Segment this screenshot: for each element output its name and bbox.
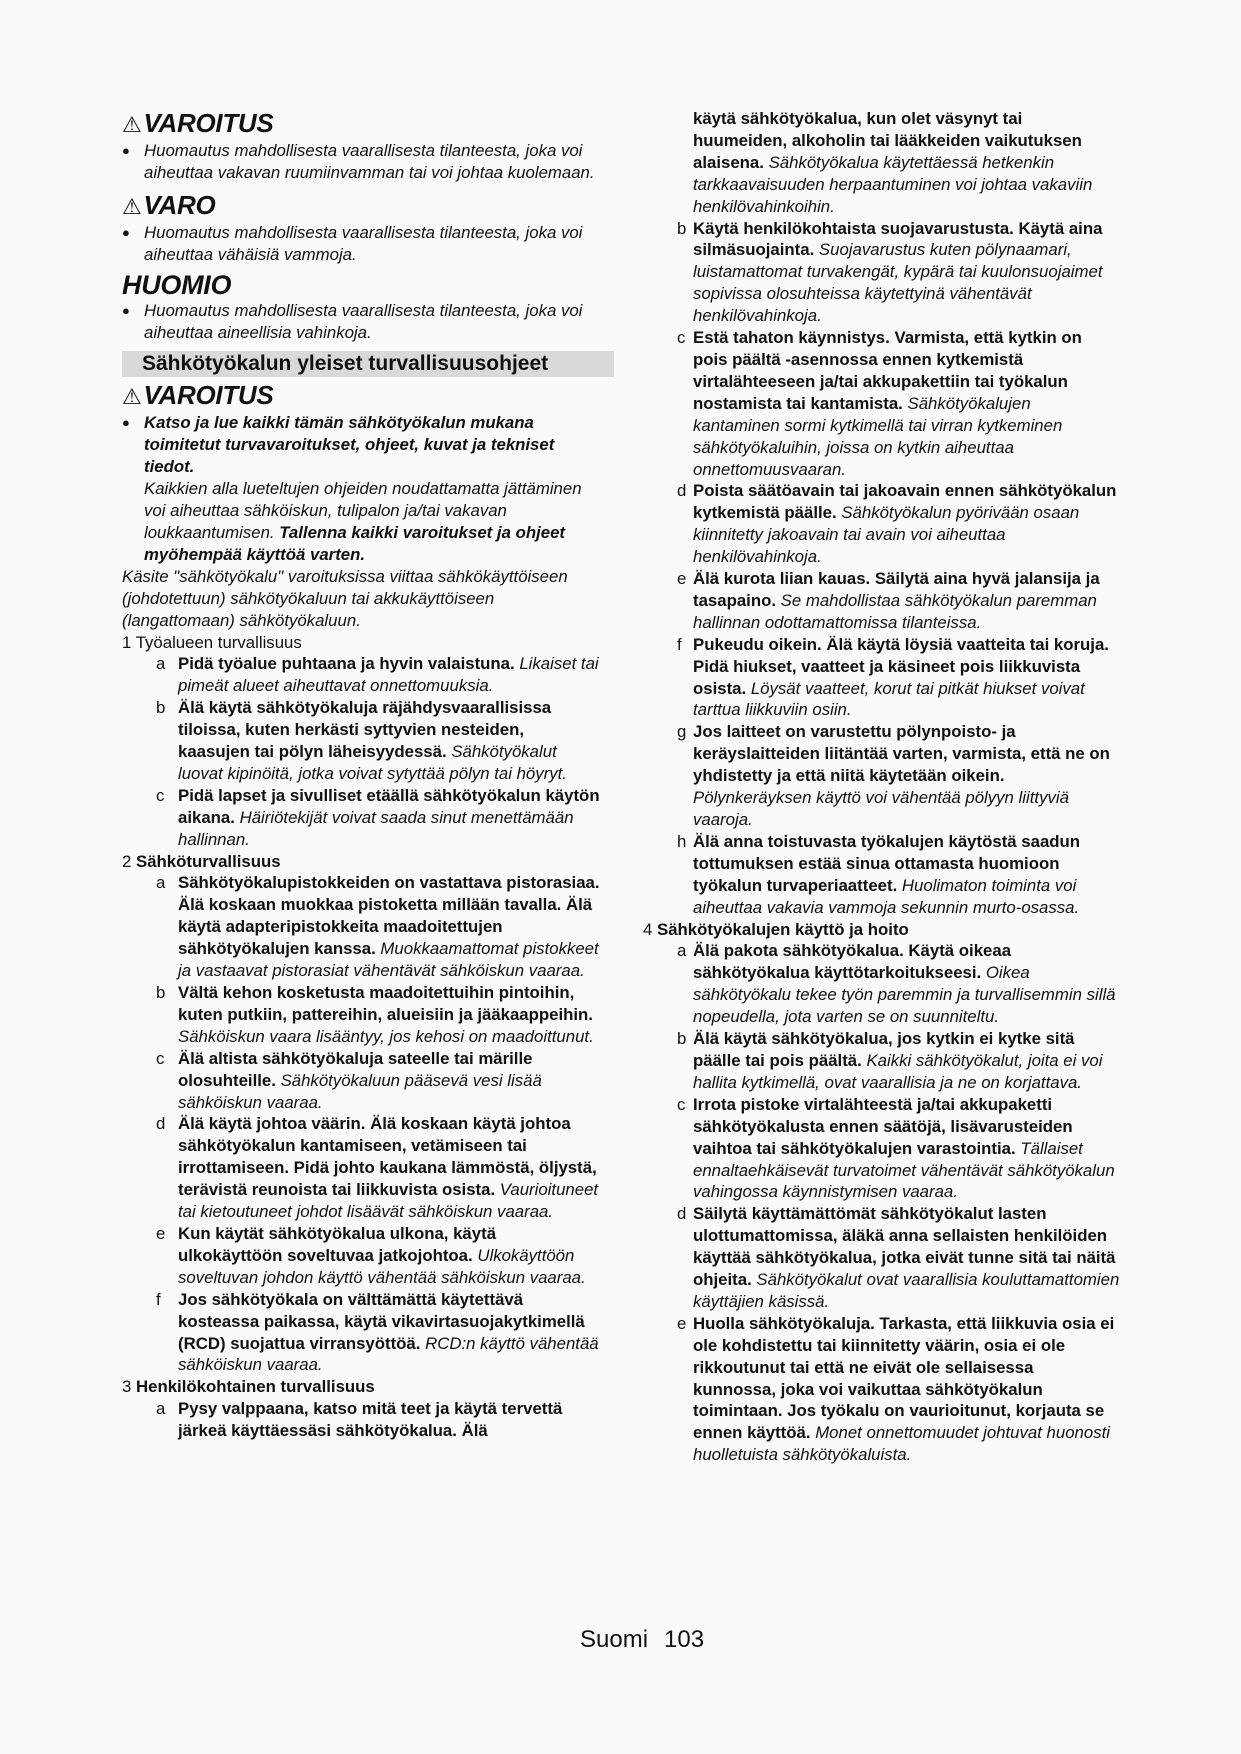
section-3-item-a-continued: käytä sähkötyökalua, kun olet väsynyt tai huumeiden, alkoholin tai lääkkeiden vaikutuksen alaisena. Sähkötyökalua käytettäessä hetkenkin tarkkaavaisuuden herpaantuminen voi johtaa vakaviin henkilövahinkoihin. xyxy=(693,109,1093,216)
section-3-item: f Pukeudu oikein. Älä käytä löysiä vaatteita tai koruja. Pidä hiukset, vaatteet ja käsineet pois liikkuvista osista. Löysät vaatteet, korut tai pitkät hiukset voivat tarttua liikkuviin osiin. xyxy=(677,634,1109,720)
section-4-item: d Säilytä käyttämättömät sähkötyökalut lasten ulottumattomissa, äläkä anna sellaisten henkilöiden käyttää sähkötyökalua, jotka eivät tunne sitä tai näitä ohjeita. Sähkötyökalut ovat vaarallisia kouluttamattomien käyttäjien käsissä. xyxy=(677,1204,1120,1311)
section-3-item: e Älä kurota liian kauas. Säilytä aina hyvä jalansija ja tasapaino. Se mahdollistaa sähkötyökalun paremman hallinnan odottamattomissa tilanteissa. xyxy=(677,569,1100,632)
section-3-item: d Poista säätöavain tai jakoavain ennen sähkötyökalun kytkemistä päälle. Sähkötyökalun pyörivään osaan kiinnitetty jakoavain tai avain voi aiheuttaa henkilövahinkoja. xyxy=(677,481,1117,567)
section-1-item: b Älä käytä sähkötyökaluja räjähdysvaarallisissa tiloissa, kuten herkästi syttyvien nesteiden, kaasujen tai pölyn läheisyydessä. Sähkötyökalut luovat kipinöitä, jotka voivat sytyttää pölyn tai höyryt. xyxy=(156,698,567,783)
caution-triangle-icon: ⚠ xyxy=(122,193,142,219)
power-tool-definition: Käsite "sähkötyökalu" varoituksissa viittaa sähkökäyttöiseen (johdotettuun) sähkötyökaluun tai akkukäyttöiseen (langattomaan) sähkötyökaluun. xyxy=(122,566,568,630)
general-warning-text: Kaikkien alla lueteltujen ohjeiden noudattamatta jättäminen voi aiheuttaa sähköiskun, tulipalon ja/tai vakavan loukkaantumisen. Tallenna kaikki varoitukset ja ohjeet myöhempää käyttöä varten. xyxy=(144,479,582,564)
section-2-heading: 2 Sähköturvallisuus xyxy=(122,851,281,871)
left-column xyxy=(122,108,600,1442)
section-2-item: a Sähkötyökalupistokkeiden on vastattava pistorasiaa. Älä koskaan muokkaa pistoketta millään tavalla. Älä käytä adapteripistokkeita maadoitettujen sähkötyökalujen kanssa. Muokkaamattomat pistokkeet ja vastaavat pistorasiat vähentävät sähköiskun vaaraa. xyxy=(156,873,600,981)
section-4-heading: 4 Sähkötyökalujen käyttö ja hoito xyxy=(643,919,909,939)
warning-triangle-icon: ⚠ xyxy=(122,112,142,137)
section-3-item: c Estä tahaton käynnistys. Varmista, että kytkin on pois päältä -asennossa ennen kytkemistä virtalähteeseen ja/tai akkupakettiin tai työkalun nostamista tai kantamista. Sähkötyökalujen kantaminen sormi kytkimellä tai virran kytkeminen sähkötyökaluihin, joissa on kytkin aiheuttaa onnettomuusvaaran. xyxy=(677,328,1082,479)
caution-heading: ⚠VARO xyxy=(122,189,216,220)
warning-heading: ⚠VAROITUS xyxy=(122,108,274,138)
section-title: Sähkötyökalun yleiset turvallisuusohjeet xyxy=(122,351,614,377)
page-footer xyxy=(580,1626,720,1654)
section-3-item-a-start: a Pysy valppaana, katso mitä teet ja käytä tervettä järkeä käyttäessäsi sähkötyökalua. Älä xyxy=(156,1399,563,1441)
notice-heading: HUOMIO xyxy=(122,269,232,300)
section-4-item: c Irrota pistoke virtalähteestä ja/tai akkupaketti sähkötyökalusta ennen säätöjä, lisävarusteiden vaihtoa tai sähkötyökalujen varastointia. Tällaiset ennaltaehkäisevät turvatoimet vähentävät sähkötyökalun vahingossa käynnistymisen vaaraa. xyxy=(677,1094,1115,1202)
caution-description: ● Huomautus mahdollisesta vaarallisesta tilanteesta, joka voi aiheuttaa vähäisiä vammoja. xyxy=(122,222,583,264)
section-3-item: g Jos laitteet on varustettu pölynpoisto- ja keräyslaitteiden liitäntää varten, varmista, että ne on yhdistetty ja että niitä käytetään oikein. Pölynkeräyksen käyttö voi vähentää pölyyn liittyviä vaaroja. xyxy=(677,722,1110,829)
right-column xyxy=(643,108,1121,1466)
section-2-item: e Kun käytät sähkötyökalua ulkona, käytä ulkokäyttöön soveltuvaa jatkojohtoa. Ulkokäyttöön soveltuvan johdon käyttö vähentää sähköiskun vaaraa. xyxy=(156,1223,586,1287)
section-4-item: e Huolla sähkötyökaluja. Tarkasta, että liikkuvia osia ei ole kohdistettu tai kiinnitetty väärin, osia ei ole rikkoutunut tai että ne eivät ole sellaisessa kunnossa, joka voi vaikuttaa sähkötyökalun toimintaan. Jos työkalu on vaurioitunut, korjauta se ennen käyttöä. Monet onnettomuudet johtuvat huonosti huolletuista sähkötyökaluista. xyxy=(677,1313,1115,1465)
section-2-item: c Älä altista sähkötyökaluja sateelle tai märille olosuhteille. Sähkötyökaluun pääsevä vesi lisää sähköiskun vaaraa. xyxy=(156,1048,542,1112)
section-2-item: d Älä käytä johtoa väärin. Älä koskaan käytä johtoa sähkötyökalun kantamiseen, vetämiseen tai irrottamiseen. Pidä johto kaukana lämmöstä, öljystä, terävistä reunoista tai liikkuvista osista. Vaurioituneet tai kietoutuneet johdot lisäävät sähköiskun vaaraa. xyxy=(156,1114,599,1222)
footer-language: Suomi xyxy=(580,1626,649,1653)
section-3-item: h Älä anna toistuvasta työkalujen käytöstä saadun tottumuksen estää sinua ottamasta huomioon työkalun turvaperiaatteet. Huolimaton toiminta voi aiheuttaa vakavia vammoja sekunnin murto-osassa. xyxy=(677,831,1081,917)
warning-triangle-icon: ⚠ xyxy=(122,384,142,410)
section-3-item: b Käytä henkilökohtaista suojavarustusta. Käytä aina silmäsuojainta. Suojavarustus kuten pölynaamari, luistamattomat turvakengät, kypärä tai kuulonsuojaimet sopivissa olosuhteissa käytettyinä vähentävät henkilövahinkoja. xyxy=(677,218,1103,326)
section-4-item: a Älä pakota sähkötyökalua. Käytä oikeaa sähkötyökalua käyttötarkoitukseesi. Oikea sähkötyökalu tekee työn paremmin ja turvallisemmin sillä nopeudella, jota varten se on suunniteltu. xyxy=(677,941,1116,1027)
section-1-item: c Pidä lapset ja sivulliset etäällä sähkötyökalun käytön aikana. Häiriötekijät voivat saada sinut menettämään hallinnan. xyxy=(156,785,600,849)
section-1-item: a Pidä työalue puhtaana ja hyvin valaistuna. Likaiset tai pimeät alueet aiheuttavat onnettomuuksia. xyxy=(156,654,599,696)
section-3-heading: 3 Henkilökohtainen turvallisuus xyxy=(122,1377,375,1397)
section-1-heading: 1 Työalueen turvallisuus xyxy=(122,632,302,652)
section-2-item: b Vältä kehon kosketusta maadoitettuihin pintoihin, kuten putkiin, pattereihin, alueisiin ja jääkaappeihin. Sähköiskun vaara lisääntyy, jos kehosi on maadoittunut. xyxy=(156,983,594,1046)
section-4-item: b Älä käytä sähkötyökalua, jos kytkin ei kytke sitä päälle tai pois päältä. Kaikki sähkötyökalut, joita ei voi hallita kytkimellä, ovat vaarallisia ja ne on korjattava. xyxy=(677,1029,1103,1092)
read-instructions-bullet: ● Katso ja lue kaikki tämän sähkötyökalun mukana toimitetut turvavaroitukset, ohjeet, kuvat ja tekniset tiedot. xyxy=(122,413,555,477)
notice-description: ● Huomautus mahdollisesta vaarallisesta tilanteesta, joka voi aiheuttaa aineellisia vahinkoja. xyxy=(122,300,583,342)
general-warning-heading: ⚠VAROITUS xyxy=(122,380,274,411)
section-2-item: f Jos sähkötyökala on välttämättä käytettävä kosteassa paikassa, käytä vikavirtasuojakytkimellä (RCD) suojattua virransyöttöä. RCD:n käyttö vähentää sähköiskun vaaraa. xyxy=(156,1289,599,1375)
warning-description: ● Huomautus mahdollisesta vaarallisesta tilanteesta, joka voi aiheuttaa vakavan ruumiinvamman tai voi johtaa kuolemaan. xyxy=(122,141,595,182)
page-number: 103 xyxy=(664,1626,705,1653)
